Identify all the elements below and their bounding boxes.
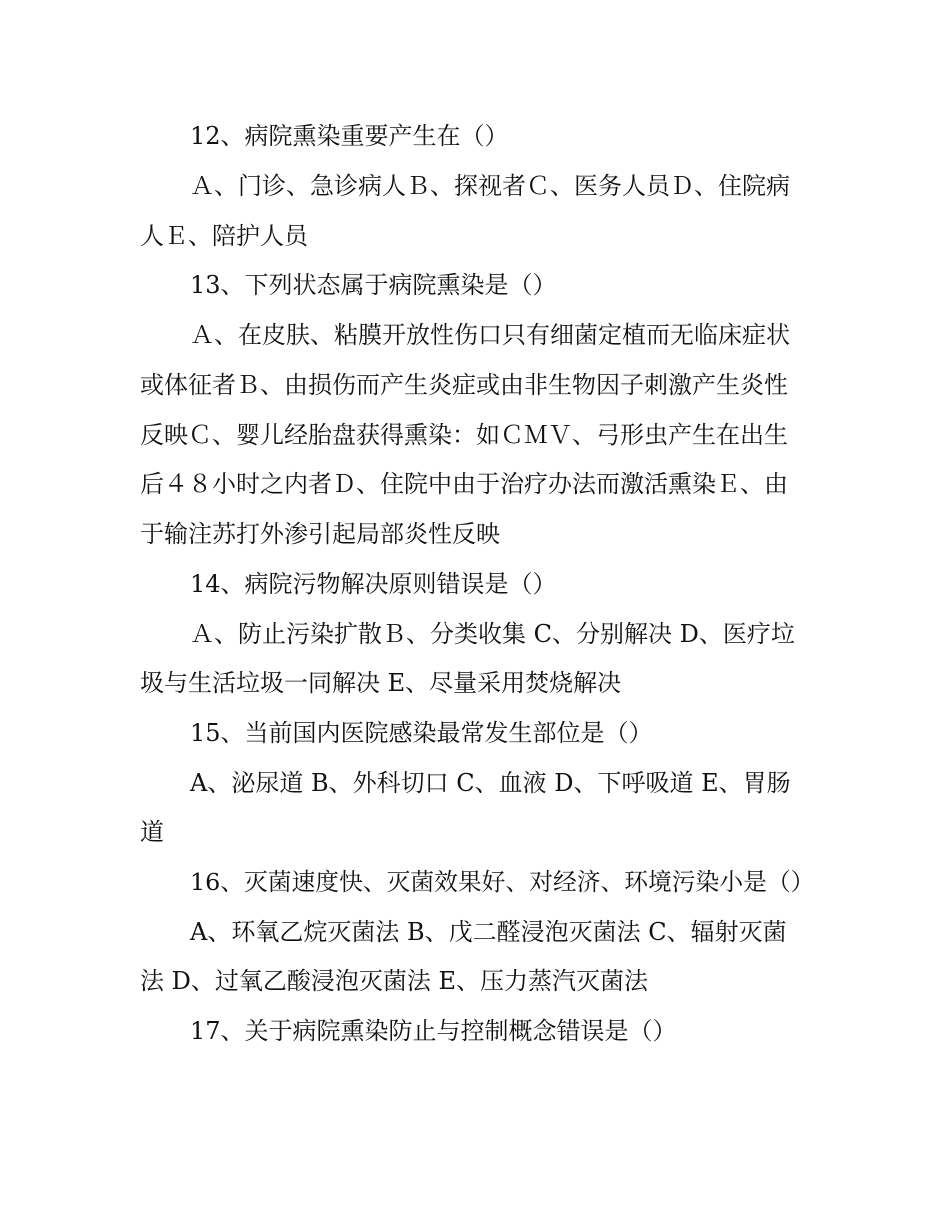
question-14-stem: 14、病院污物解决原则错误是（）	[190, 570, 557, 598]
question-13-options-line-5: 于输注苏打外渗引起局部炎性反映	[140, 520, 500, 548]
question-15-options-line-2: 道	[140, 818, 164, 846]
question-13-options-line-2: 或体征者Ｂ、由损伤而产生炎症或由非生物因子刺激产生炎性	[140, 371, 788, 399]
question-16-options-line-2: 法 D、过氧乙酸浸泡灭菌法 E、压力蒸汽灭菌法	[140, 967, 649, 995]
question-15-options-line-1: A、泌尿道 B、外科切口 C、血液 D、下呼吸道 E、胃肠	[190, 769, 791, 797]
question-16-stem: 16、灭菌速度快、灭菌效果好、对经济、环境污染小是（）	[190, 868, 815, 896]
question-12-stem: 12、病院熏染重要产生在（）	[190, 122, 509, 150]
question-12-options-line-1: Ａ、门诊、急诊病人Ｂ、探视者Ｃ、医务人员Ｄ、住院病	[190, 172, 790, 200]
question-13-options-line-4: 后４８小时之内者Ｄ、住院中由于治疗办法而激活熏染Ｅ、由	[140, 470, 788, 498]
question-13-options-line-3: 反映Ｃ、婴儿经胎盘获得熏染：如ＣＭＶ、弓形虫产生在出生	[140, 421, 788, 449]
question-12-options-line-2: 人Ｅ、陪护人员	[140, 222, 308, 250]
question-15-stem: 15、当前国内医院感染最常发生部位是（）	[190, 719, 653, 747]
question-17-stem: 17、关于病院熏染防止与控制概念错误是（）	[190, 1017, 677, 1045]
question-16-options-line-1: A、环氧乙烷灭菌法 B、戊二醛浸泡灭菌法 C、辐射灭菌	[190, 918, 787, 946]
question-13-stem: 13、下列状态属于病院熏染是（）	[190, 271, 557, 299]
question-13-options-line-1: Ａ、在皮肤、粘膜开放性伤口只有细菌定植而无临床症状	[190, 321, 790, 349]
question-14-options-line-1: Ａ、防止污染扩散Ｂ、分类收集 C、分别解决 D、医疗垃	[190, 620, 795, 648]
question-14-options-line-2: 圾与生活垃圾一同解决 E、尽量采用焚烧解决	[140, 669, 622, 697]
